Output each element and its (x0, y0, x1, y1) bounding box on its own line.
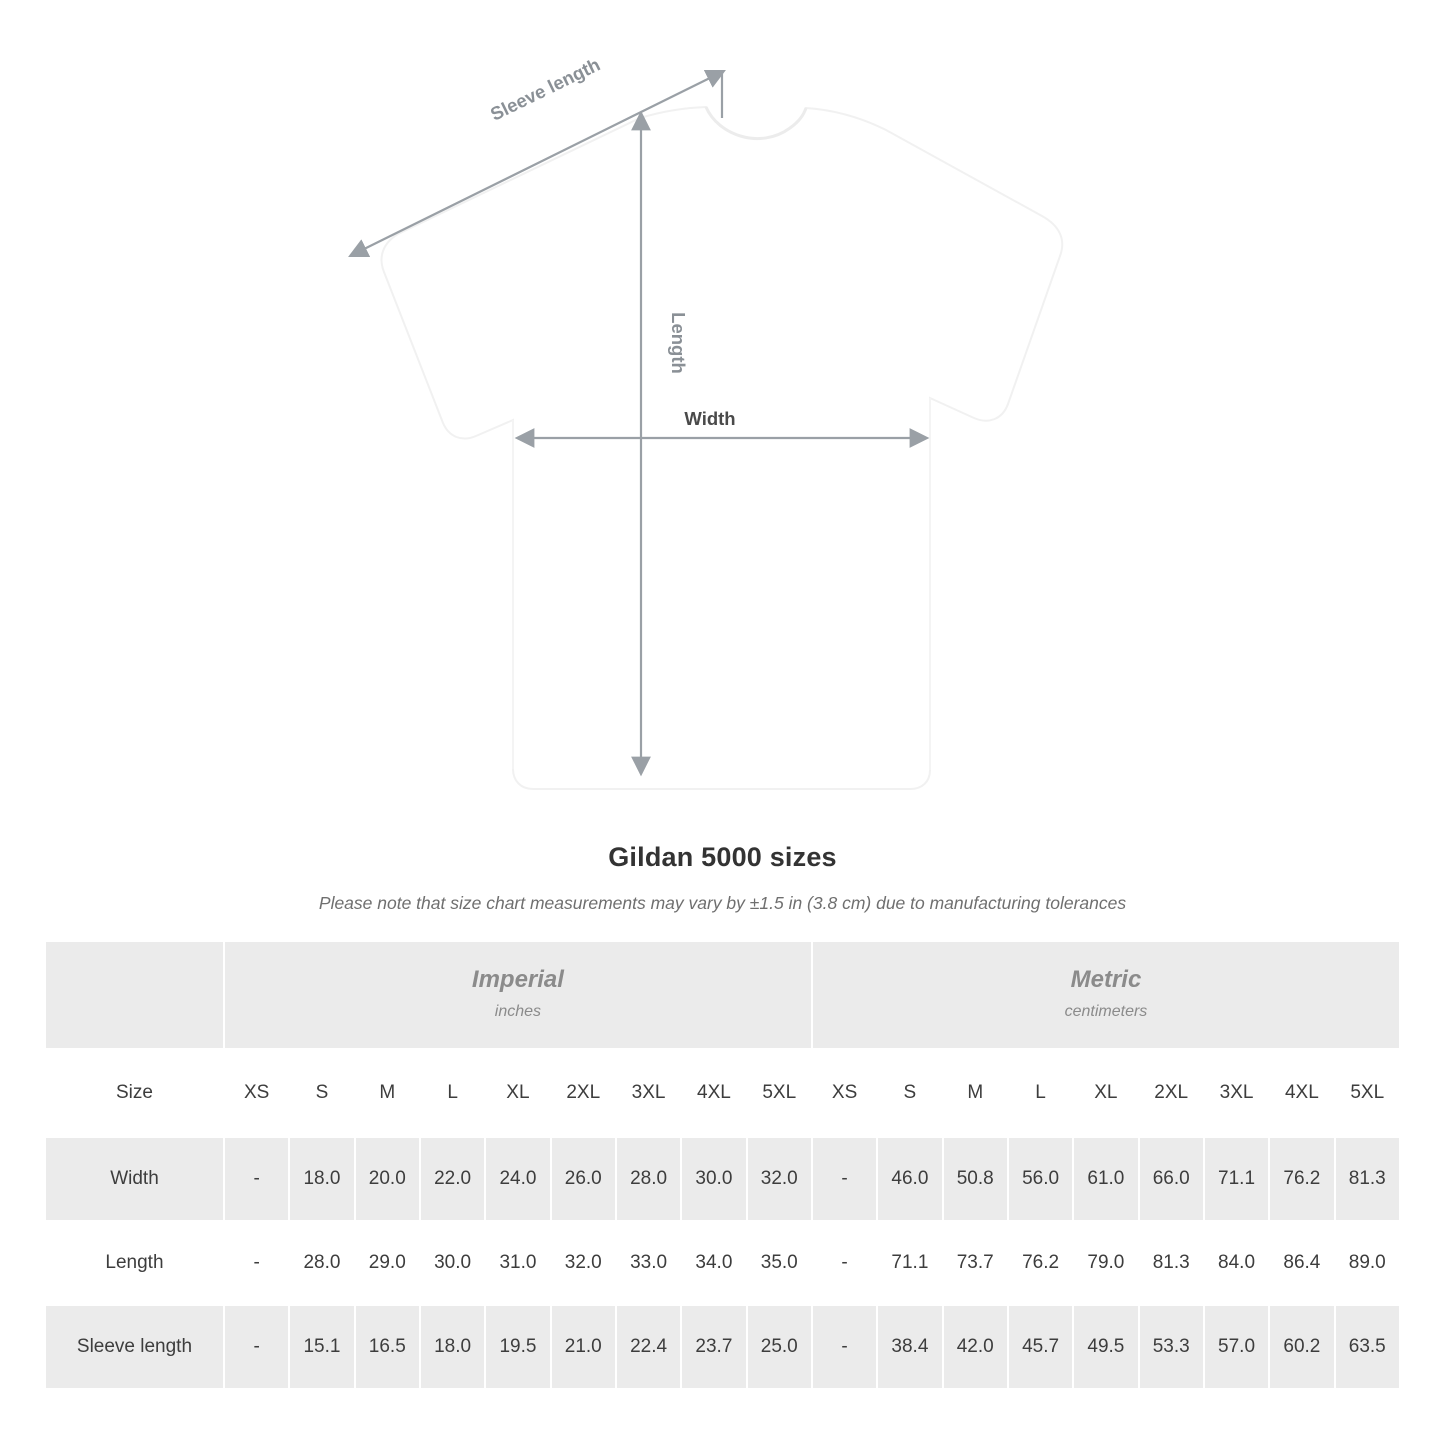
cell-length-imperial-s: 28.0 (289, 1221, 354, 1305)
cell-sleeve-imperial-5xl: 25.0 (747, 1305, 812, 1389)
cell-width-imperial-m: 20.0 (355, 1137, 420, 1221)
cell-sleeve-metric-xl: 49.5 (1073, 1305, 1138, 1389)
size-header-metric-xl: XL (1073, 1049, 1138, 1137)
cell-sleeve-imperial-m: 16.5 (355, 1305, 420, 1389)
cell-length-imperial-xl: 31.0 (485, 1221, 550, 1305)
size-header-imperial-3xl: 3XL (616, 1049, 681, 1137)
cell-sleeve-metric-s: 38.4 (877, 1305, 942, 1389)
unit-header-corner (45, 941, 224, 1049)
row-label-sleeve-length: Sleeve length (45, 1305, 224, 1389)
unit-group-metric (812, 941, 1400, 1049)
page-title: Gildan 5000 sizes (608, 842, 837, 872)
cell-length-imperial-xs: - (224, 1221, 289, 1305)
cell-sleeve-imperial-4xl: 23.7 (681, 1305, 746, 1389)
sleeve-length-label: Sleeve length (486, 53, 604, 125)
size-header-imperial-s: S (289, 1049, 354, 1137)
cell-width-imperial-4xl: 30.0 (681, 1137, 746, 1221)
table-row (45, 1221, 1400, 1305)
size-header-metric-2xl: 2XL (1139, 1049, 1204, 1137)
cell-width-metric-2xl: 66.0 (1139, 1137, 1204, 1221)
cell-length-imperial-2xl: 32.0 (551, 1221, 616, 1305)
size-header-metric-m: M (943, 1049, 1008, 1137)
size-header-row (45, 1049, 1400, 1137)
cell-length-metric-l: 76.2 (1008, 1221, 1073, 1305)
size-header-imperial-m: M (355, 1049, 420, 1137)
size-header-imperial-4xl: 4XL (681, 1049, 746, 1137)
cell-sleeve-metric-4xl: 60.2 (1269, 1305, 1334, 1389)
cell-length-metric-xs: - (812, 1221, 877, 1305)
size-header-metric-4xl: 4XL (1269, 1049, 1334, 1137)
size-table-wrapper (44, 940, 1401, 1390)
cell-sleeve-metric-5xl: 63.5 (1335, 1305, 1400, 1389)
cell-width-imperial-3xl: 28.0 (616, 1137, 681, 1221)
cell-width-imperial-l: 22.0 (420, 1137, 485, 1221)
length-label: Length (668, 312, 689, 374)
cell-length-metric-3xl: 84.0 (1204, 1221, 1269, 1305)
size-header-imperial-xs: XS (224, 1049, 289, 1137)
cell-sleeve-metric-2xl: 53.3 (1139, 1305, 1204, 1389)
cell-length-metric-2xl: 81.3 (1139, 1221, 1204, 1305)
size-header-imperial-l: L (420, 1049, 485, 1137)
cell-length-imperial-m: 29.0 (355, 1221, 420, 1305)
cell-sleeve-imperial-2xl: 21.0 (551, 1305, 616, 1389)
cell-sleeve-imperial-xl: 19.5 (485, 1305, 550, 1389)
cell-length-metric-s: 71.1 (877, 1221, 942, 1305)
cell-sleeve-imperial-3xl: 22.4 (616, 1305, 681, 1389)
unit-group-metric-sub: centimeters (1064, 1003, 1148, 1020)
cell-length-metric-4xl: 86.4 (1269, 1221, 1334, 1305)
unit-group-imperial-name: Imperial (471, 966, 564, 993)
tolerance-note: Please note that size chart measurements may vary by ±1.5 in (3.8 cm) due to manufacturing tolerances (318, 893, 1127, 913)
size-table (44, 940, 1401, 1390)
cell-width-metric-xl: 61.0 (1073, 1137, 1138, 1221)
cell-sleeve-imperial-s: 15.1 (289, 1305, 354, 1389)
cell-sleeve-imperial-l: 18.0 (420, 1305, 485, 1389)
cell-width-metric-3xl: 71.1 (1204, 1137, 1269, 1221)
cell-width-metric-l: 56.0 (1008, 1137, 1073, 1221)
size-header-metric-3xl: 3XL (1204, 1049, 1269, 1137)
cell-width-imperial-s: 18.0 (289, 1137, 354, 1221)
tshirt-shape (382, 107, 1063, 789)
title-block (0, 842, 1445, 914)
unit-header-row (45, 941, 1400, 1049)
cell-length-imperial-4xl: 34.0 (681, 1221, 746, 1305)
row-label-width: Width (45, 1137, 224, 1221)
cell-sleeve-imperial-xs: - (224, 1305, 289, 1389)
size-header-metric-xs: XS (812, 1049, 877, 1137)
unit-group-metric-name: Metric (1070, 966, 1142, 993)
cell-width-metric-xs: - (812, 1137, 877, 1221)
cell-sleeve-metric-3xl: 57.0 (1204, 1305, 1269, 1389)
cell-length-metric-5xl: 89.0 (1335, 1221, 1400, 1305)
cell-length-imperial-l: 30.0 (420, 1221, 485, 1305)
cell-width-metric-5xl: 81.3 (1335, 1137, 1400, 1221)
cell-length-metric-m: 73.7 (943, 1221, 1008, 1305)
cell-width-imperial-5xl: 32.0 (747, 1137, 812, 1221)
size-header-label: Size (45, 1049, 224, 1137)
row-label-length: Length (45, 1221, 224, 1305)
width-label: Width (684, 408, 736, 429)
size-header-metric-5xl: 5XL (1335, 1049, 1400, 1137)
cell-sleeve-metric-xs: - (812, 1305, 877, 1389)
unit-group-imperial-sub: inches (494, 1003, 542, 1020)
size-header-imperial-xl: XL (485, 1049, 550, 1137)
cell-width-metric-m: 50.8 (943, 1137, 1008, 1221)
unit-group-imperial (224, 941, 812, 1049)
cell-width-metric-4xl: 76.2 (1269, 1137, 1334, 1221)
cell-length-imperial-3xl: 33.0 (616, 1221, 681, 1305)
cell-width-imperial-2xl: 26.0 (551, 1137, 616, 1221)
cell-width-metric-s: 46.0 (877, 1137, 942, 1221)
size-header-imperial-5xl: 5XL (747, 1049, 812, 1137)
table-row (45, 1137, 1400, 1221)
size-header-metric-l: L (1008, 1049, 1073, 1137)
cell-sleeve-metric-m: 42.0 (943, 1305, 1008, 1389)
cell-sleeve-metric-l: 45.7 (1008, 1305, 1073, 1389)
cell-width-imperial-xs: - (224, 1137, 289, 1221)
cell-length-metric-xl: 79.0 (1073, 1221, 1138, 1305)
size-header-imperial-2xl: 2XL (551, 1049, 616, 1137)
size-header-metric-s: S (877, 1049, 942, 1137)
cell-length-imperial-5xl: 35.0 (747, 1221, 812, 1305)
cell-width-imperial-xl: 24.0 (485, 1137, 550, 1221)
table-row (45, 1305, 1400, 1389)
